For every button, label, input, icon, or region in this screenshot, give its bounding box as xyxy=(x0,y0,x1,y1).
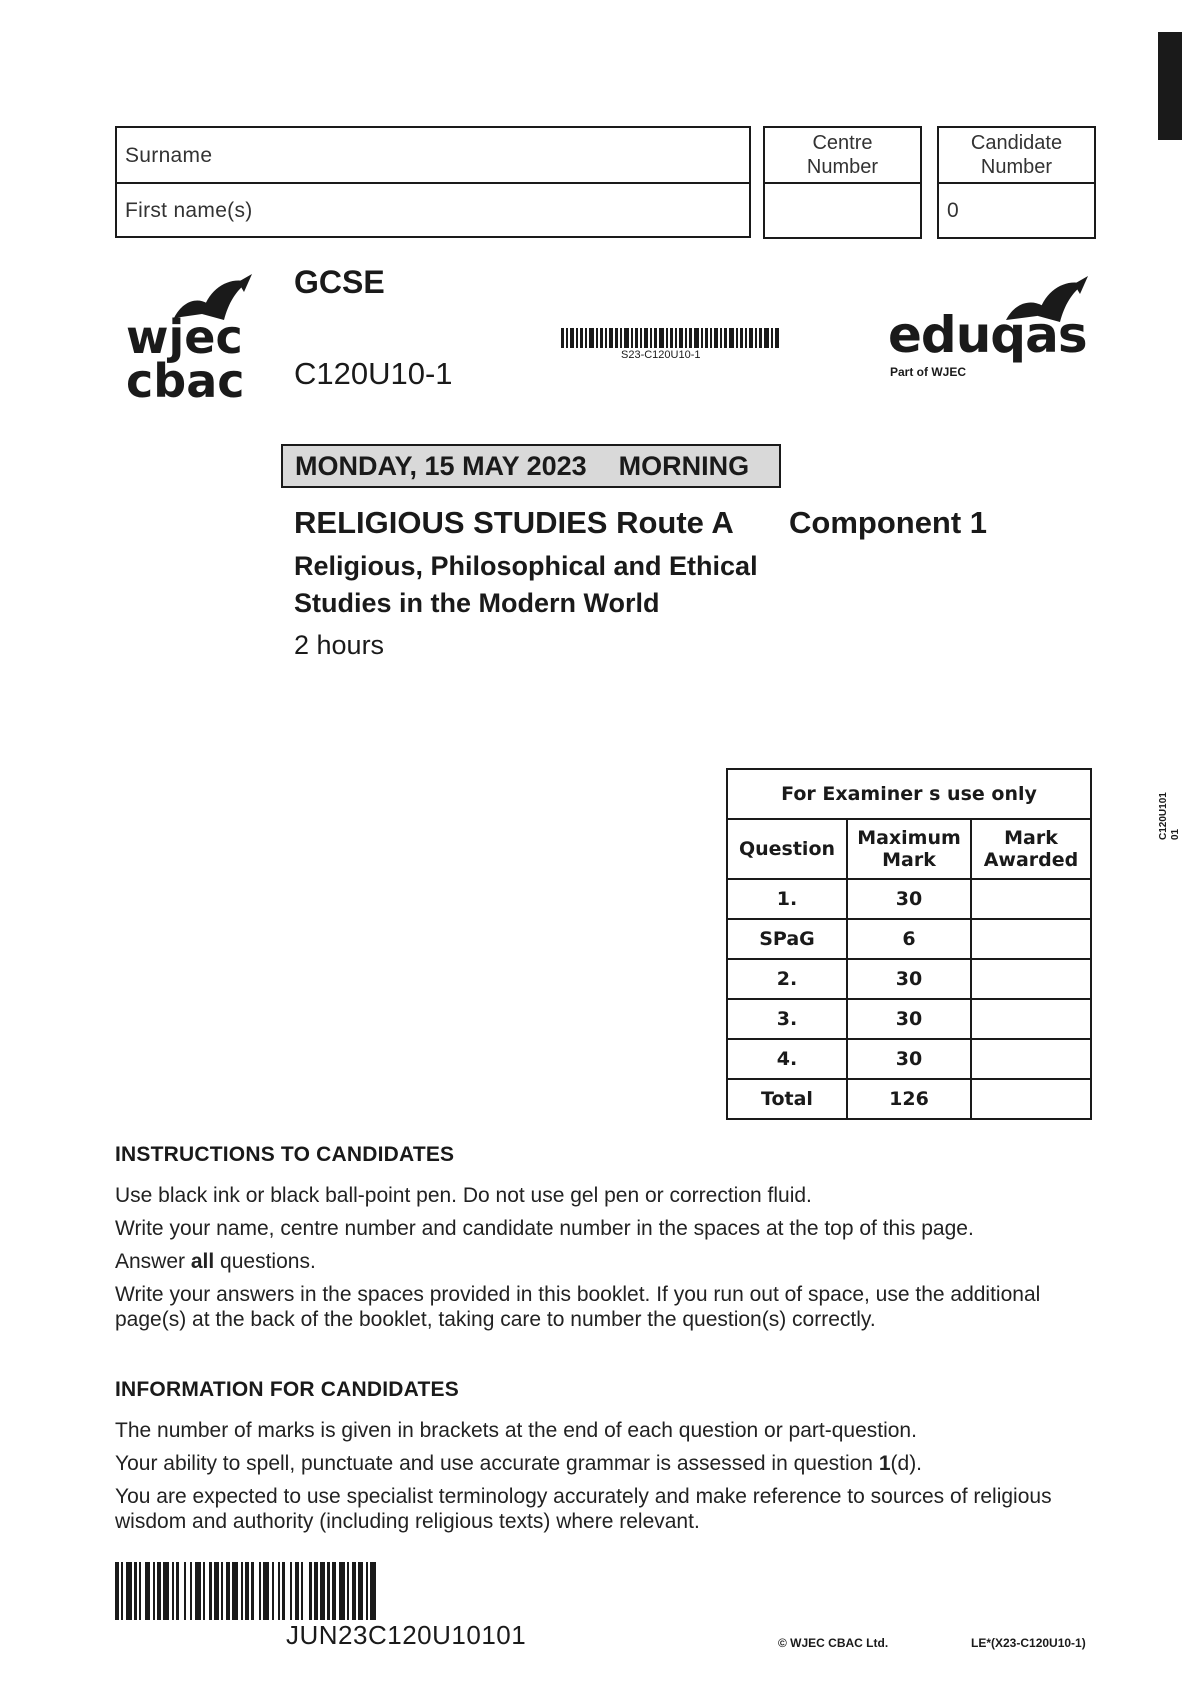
barcode-bar xyxy=(184,1562,186,1620)
eduqas-tagline: Part of WJEC xyxy=(890,365,967,379)
copyright-notice: © WJEC CBAC Ltd. xyxy=(778,1636,889,1650)
information-line: You are expected to use specialist terminology accurately and make reference to sources of religious wisdom and authority (including religious texts) where relevant. xyxy=(115,1485,1052,1533)
barcode-bar xyxy=(332,1562,336,1620)
barcode-bar xyxy=(172,1562,174,1620)
barcode-bar xyxy=(320,1562,325,1620)
barcode-bar xyxy=(241,1562,243,1620)
barcode-bar xyxy=(153,1562,155,1620)
surname-label: Surname xyxy=(125,144,213,167)
examiner-table-title: For Examiner s use only xyxy=(727,769,1091,819)
information-line: The number of marks is given in brackets at the end of each question or part-question. xyxy=(115,1419,917,1442)
table-row xyxy=(727,1079,1091,1119)
barcode-bar xyxy=(272,1562,274,1620)
document-reference: LE*(X23-C120U10-1) xyxy=(971,1636,1086,1650)
header-question: Question xyxy=(727,819,847,879)
wjec-wordmark: wjec xyxy=(126,310,243,364)
information-heading: INFORMATION FOR CANDIDATES xyxy=(115,1378,459,1401)
max-mark-cell: 30 xyxy=(847,999,971,1039)
barcode-bar xyxy=(295,1562,299,1620)
paper-barcode xyxy=(561,328,781,350)
information-text: Your ability to spell, punctuate and use accurate grammar is assessed in question xyxy=(115,1452,879,1475)
instruction-text: Answer xyxy=(115,1250,191,1273)
wjec-cbac-logo xyxy=(126,270,262,408)
surname-box[interactable] xyxy=(115,126,751,184)
side-code-line-2: 01 xyxy=(1170,828,1181,840)
examiner-marks-table xyxy=(726,768,1092,1120)
component-title: Component 1 xyxy=(789,505,988,540)
question-cell: 1. xyxy=(727,879,847,919)
barcode-bar xyxy=(352,1562,356,1620)
table-row xyxy=(727,999,1091,1039)
first-name-box[interactable] xyxy=(115,182,751,238)
side-code-line-1: C120U101 xyxy=(1158,792,1169,840)
table-row xyxy=(727,959,1091,999)
barcode-bar xyxy=(226,1562,230,1620)
candidate-barcode xyxy=(115,1562,697,1622)
instruction-line: Write your answers in the spaces provided in this booklet. If you run out of space, use the additional page(s) at the back of the booklet, taking care to number the question(s) correctly. xyxy=(115,1283,1041,1331)
barcode-bar xyxy=(259,1562,261,1620)
paper-barcode-caption: S23-C120U10-1 xyxy=(621,349,701,361)
mark-awarded-cell[interactable] xyxy=(971,959,1091,999)
barcode-bar xyxy=(309,1562,312,1620)
centre-number-header: Centre Number xyxy=(763,126,922,184)
instruction-emphasis: all xyxy=(190,1250,215,1273)
candidate-number-header: Candidate Number xyxy=(937,126,1096,184)
instruction-line: Use black ink or black ball-point pen. Do not use gel pen or correction fluid. xyxy=(115,1184,812,1207)
instruction-text: questions. xyxy=(214,1250,316,1273)
exam-date: MONDAY, 15 MAY 2023 xyxy=(295,450,587,481)
barcode-bar xyxy=(203,1562,205,1620)
registration-mark xyxy=(1158,32,1182,140)
barcode-bar xyxy=(245,1562,249,1620)
qualification-level: GCSE xyxy=(294,264,385,300)
paper-code: C120U10-1 xyxy=(294,356,453,391)
barcode-bar xyxy=(290,1562,292,1620)
header-mark-awarded: Mark Awarded xyxy=(971,819,1091,879)
barcode-bar xyxy=(339,1562,345,1620)
instruction-line xyxy=(115,1249,1075,1274)
subtitle-line-2: Studies in the Modern World xyxy=(294,588,660,618)
barcode-bar xyxy=(232,1562,238,1620)
candidate-number-value: 0 xyxy=(947,199,959,222)
max-mark-cell: 30 xyxy=(847,1039,971,1079)
barcode-bar xyxy=(214,1562,219,1620)
barcode-bar xyxy=(347,1562,349,1620)
barcode-bar xyxy=(278,1562,280,1620)
mark-awarded-cell[interactable] xyxy=(971,1039,1091,1079)
eduqas-logo xyxy=(888,270,1098,380)
barcode-bar xyxy=(314,1562,318,1620)
barcode-bar xyxy=(121,1562,123,1620)
question-cell: SPaG xyxy=(727,919,847,959)
subtitle-line-1: Religious, Philosophical and Ethical xyxy=(294,551,758,581)
header-maximum-mark: Maximum Mark xyxy=(847,819,971,879)
cbac-wordmark: cbac xyxy=(126,354,245,408)
barcode-bar xyxy=(157,1562,161,1620)
barcode-bar xyxy=(251,1562,254,1620)
barcode-bar xyxy=(370,1562,376,1620)
barcode-bar xyxy=(366,1562,368,1620)
instructions-heading: INSTRUCTIONS TO CANDIDATES xyxy=(115,1143,455,1166)
barcode-number: JUN23C120U10101 xyxy=(286,1620,527,1650)
exam-date-banner xyxy=(281,444,781,488)
centre-number-field[interactable] xyxy=(763,182,922,239)
barcode-bar xyxy=(163,1562,169,1620)
barcode-bar xyxy=(221,1562,223,1620)
table-row xyxy=(727,1039,1091,1079)
max-mark-cell: 6 xyxy=(847,919,971,959)
barcode-bar xyxy=(126,1562,132,1620)
information-text: (d). xyxy=(890,1452,923,1475)
barcode-bar xyxy=(115,1562,119,1620)
instruction-line: Write your name, centre number and candidate number in the spaces at the top of this page. xyxy=(115,1217,974,1240)
mark-awarded-cell[interactable] xyxy=(971,1079,1091,1119)
max-mark-cell: 30 xyxy=(847,879,971,919)
question-cell: 3. xyxy=(727,999,847,1039)
information-emphasis: 1 xyxy=(878,1452,891,1475)
eduqas-wordmark: eduqas xyxy=(888,306,1087,364)
exam-duration: 2 hours xyxy=(294,630,385,660)
subject-title: RELIGIOUS STUDIES Route A xyxy=(294,505,734,540)
candidate-number-field[interactable] xyxy=(937,182,1096,239)
question-cell: 2. xyxy=(727,959,847,999)
barcode-bar xyxy=(358,1562,363,1620)
barcode-bar xyxy=(263,1562,269,1620)
barcode-bar xyxy=(145,1562,150,1620)
barcode-bar xyxy=(139,1562,141,1620)
mark-awarded-cell[interactable] xyxy=(971,999,1091,1039)
question-cell: Total xyxy=(727,1079,847,1119)
question-cell: 4. xyxy=(727,1039,847,1079)
table-row xyxy=(727,919,1091,959)
information-line xyxy=(115,1451,1075,1476)
barcode-bar xyxy=(282,1562,285,1620)
paper-subtitle xyxy=(294,548,758,622)
first-name-label: First name(s) xyxy=(125,199,253,222)
barcode-bar xyxy=(209,1562,212,1620)
side-paper-code xyxy=(1158,792,1182,840)
barcode-bar xyxy=(195,1562,201,1620)
max-mark-cell: 30 xyxy=(847,959,971,999)
exam-session: MORNING xyxy=(618,450,750,481)
barcode-bar xyxy=(327,1562,330,1620)
max-mark-cell: 126 xyxy=(847,1079,971,1119)
barcode-bar xyxy=(134,1562,137,1620)
barcode-bar xyxy=(176,1562,179,1620)
table-row xyxy=(727,879,1091,919)
mark-awarded-cell[interactable] xyxy=(971,919,1091,959)
barcode-bar xyxy=(301,1562,303,1620)
mark-awarded-cell[interactable] xyxy=(971,879,1091,919)
barcode-bar xyxy=(190,1562,192,1620)
